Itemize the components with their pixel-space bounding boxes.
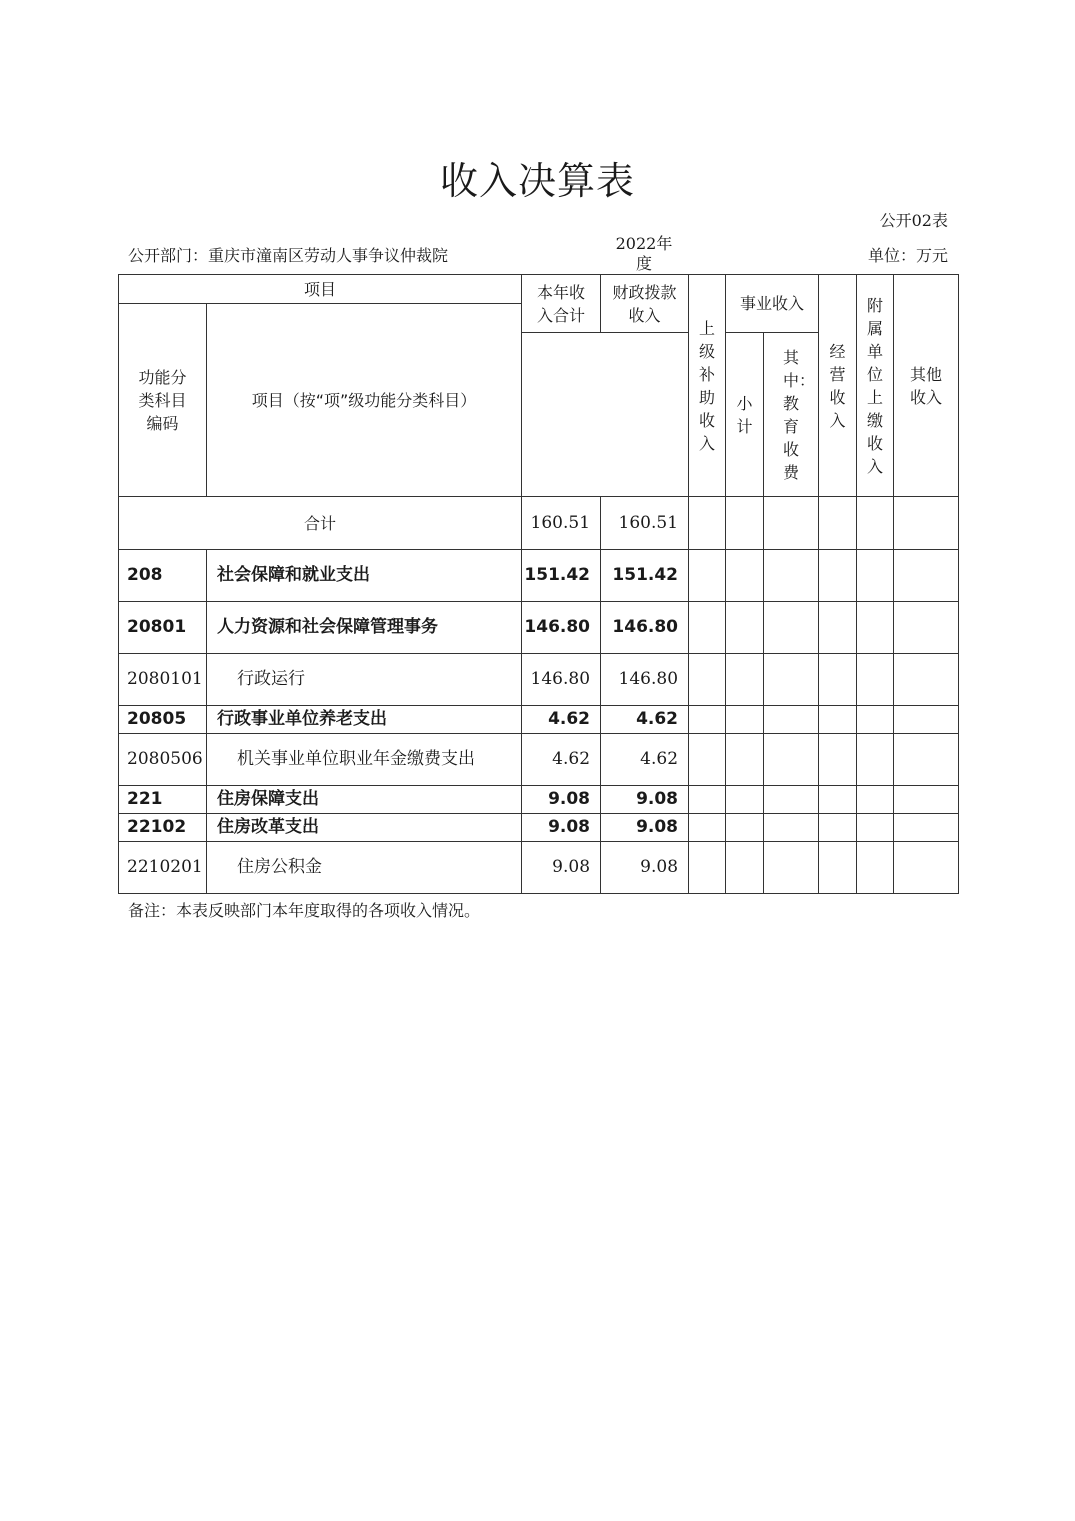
row-fiscal: 4.62: [601, 734, 689, 786]
header-career-subtotal: [726, 333, 764, 497]
row-empty-cell: [819, 706, 857, 734]
row-empty-cell: [894, 786, 959, 814]
row-empty-cell: [726, 602, 764, 654]
row-empty-cell: [726, 786, 764, 814]
department-label: 公开部门：重庆市潼南区劳动人事争议仲裁院: [128, 246, 449, 265]
row-name: 行政运行: [207, 654, 522, 706]
row-name: 社会保障和就业支出: [207, 550, 522, 602]
table-row: [119, 734, 959, 786]
row-name: 住房改革支出: [207, 814, 522, 842]
row-total-income: 9.08: [522, 814, 601, 842]
row-total-income: 146.80: [522, 654, 601, 706]
row-empty-cell: [857, 814, 894, 842]
row-empty-cell: [726, 550, 764, 602]
header-project: 项目: [119, 275, 522, 304]
row-empty-cell: [894, 497, 959, 550]
row-total-income: 151.42: [522, 550, 601, 602]
row-empty-cell: [857, 654, 894, 706]
row-empty-cell: [764, 550, 819, 602]
row-total-income: 4.62: [522, 706, 601, 734]
row-name: 行政事业单位养老支出: [207, 706, 522, 734]
row-empty-cell: [894, 550, 959, 602]
row-empty-cell: [819, 842, 857, 894]
row-empty-cell: [689, 842, 726, 894]
row-total-income: 9.08: [522, 842, 601, 894]
row-total-label: 合计: [119, 497, 522, 550]
table-row: [119, 842, 959, 894]
row-empty-cell: [819, 786, 857, 814]
row-empty-cell: [764, 786, 819, 814]
row-empty-cell: [819, 654, 857, 706]
row-empty-cell: [689, 550, 726, 602]
row-empty-cell: [894, 706, 959, 734]
header-other: [894, 275, 959, 497]
row-code: 221: [119, 786, 207, 814]
row-name: 住房保障支出: [207, 786, 522, 814]
table-row: [119, 814, 959, 842]
row-empty-cell: [764, 842, 819, 894]
header-affiliated-text: 附属单位上缴收入: [867, 295, 884, 476]
row-empty-cell: [857, 734, 894, 786]
header-total-income: [522, 275, 601, 333]
row-fiscal: 9.08: [601, 842, 689, 894]
header-career: 事业收入: [726, 275, 819, 333]
row-empty-cell: [894, 842, 959, 894]
row-empty-cell: [764, 602, 819, 654]
header-affiliated: [857, 275, 894, 497]
header-operating: [819, 275, 857, 497]
table-row: [119, 654, 959, 706]
fiscal-year: 2022年度: [615, 234, 673, 273]
income-table: [118, 274, 959, 894]
row-fiscal: 146.80: [601, 602, 689, 654]
row-code: 2080101: [119, 654, 207, 706]
row-empty-cell: [819, 734, 857, 786]
row-code: 2080506: [119, 734, 207, 786]
row-total-income: 160.51: [522, 497, 601, 550]
row-empty-cell: [894, 602, 959, 654]
header-other-text: 其他收入: [910, 364, 943, 407]
row-empty-cell: [726, 842, 764, 894]
row-empty-cell: [689, 734, 726, 786]
row-empty-cell: [894, 654, 959, 706]
row-empty-cell: [689, 786, 726, 814]
header-operating-text: 经营收入: [829, 341, 846, 430]
row-total-income: 146.80: [522, 602, 601, 654]
row-fiscal: 9.08: [601, 786, 689, 814]
row-code: 208: [119, 550, 207, 602]
header-fiscal-text: 财政拨款收入: [612, 282, 677, 325]
header-career-edu: [764, 333, 819, 497]
header-func-name: 项目（按“项”级功能分类科目）: [207, 304, 522, 497]
row-empty-cell: [689, 654, 726, 706]
row-empty-cell: [857, 602, 894, 654]
header-career-subtotal-text: 小计: [736, 393, 753, 436]
table-row: [119, 497, 959, 550]
row-fiscal: 151.42: [601, 550, 689, 602]
header-superior-text: 上级补助收入: [699, 318, 716, 453]
row-empty-cell: [764, 654, 819, 706]
row-empty-cell: [819, 497, 857, 550]
row-code: 22102: [119, 814, 207, 842]
header-career-edu-text: 其中：教育收费: [783, 347, 816, 482]
row-name: 人力资源和社会保障管理事务: [207, 602, 522, 654]
row-fiscal: 4.62: [601, 706, 689, 734]
header-superior: [689, 275, 726, 497]
row-code: 20801: [119, 602, 207, 654]
row-empty-cell: [857, 842, 894, 894]
row-empty-cell: [764, 497, 819, 550]
row-code: 2210201: [119, 842, 207, 894]
unit-label: 单位：万元: [867, 246, 948, 265]
row-empty-cell: [764, 734, 819, 786]
row-empty-cell: [689, 706, 726, 734]
row-empty-cell: [726, 706, 764, 734]
row-empty-cell: [726, 654, 764, 706]
form-number: 公开02表: [879, 211, 948, 230]
row-code: 20805: [119, 706, 207, 734]
row-fiscal: 160.51: [601, 497, 689, 550]
table-body: [119, 497, 959, 894]
table-row: [119, 602, 959, 654]
row-empty-cell: [764, 814, 819, 842]
header-func-code-text: 功能分类科目编码: [138, 367, 187, 433]
row-empty-cell: [819, 814, 857, 842]
page-title: 收入决算表: [439, 159, 635, 203]
row-name: 机关事业单位职业年金缴费支出: [207, 734, 522, 786]
row-total-income: 4.62: [522, 734, 601, 786]
header-func-code: [119, 304, 207, 497]
table-row: [119, 550, 959, 602]
row-empty-cell: [689, 814, 726, 842]
row-empty-cell: [819, 550, 857, 602]
row-empty-cell: [857, 497, 894, 550]
row-empty-cell: [857, 706, 894, 734]
row-empty-cell: [726, 734, 764, 786]
row-empty-cell: [894, 814, 959, 842]
header-fiscal: [601, 275, 689, 333]
row-empty-cell: [726, 814, 764, 842]
row-name: 住房公积金: [207, 842, 522, 894]
row-empty-cell: [819, 602, 857, 654]
row-empty-cell: [726, 497, 764, 550]
row-empty-cell: [894, 734, 959, 786]
row-fiscal: 146.80: [601, 654, 689, 706]
footnote: 备注：本表反映部门本年度取得的各项收入情况。: [128, 901, 481, 920]
row-empty-cell: [857, 786, 894, 814]
table-row: [119, 706, 959, 734]
row-total-income: 9.08: [522, 786, 601, 814]
header-total-income-text: 本年收入合计: [537, 282, 586, 325]
table-row: [119, 786, 959, 814]
row-empty-cell: [764, 706, 819, 734]
row-fiscal: 9.08: [601, 814, 689, 842]
row-empty-cell: [857, 550, 894, 602]
header-spacer: [522, 333, 689, 497]
row-empty-cell: [689, 497, 726, 550]
row-empty-cell: [689, 602, 726, 654]
